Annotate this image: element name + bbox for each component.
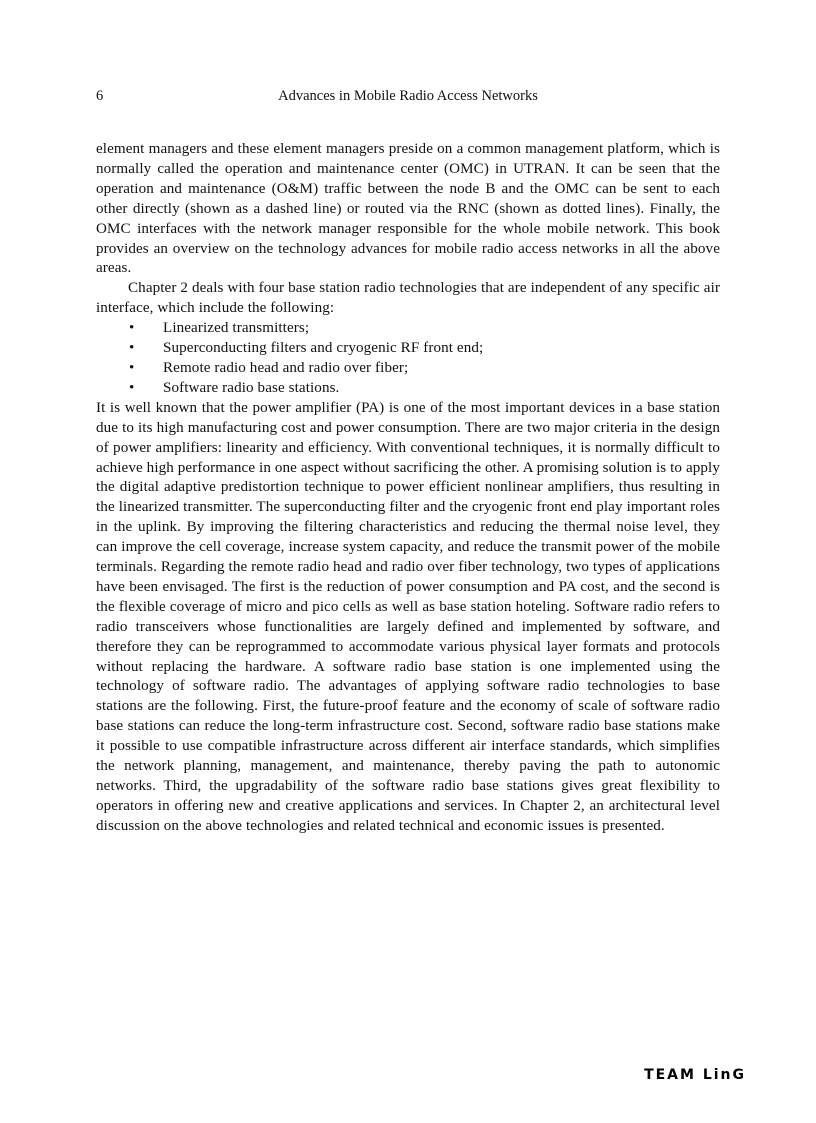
list-item — [96, 359, 720, 379]
bullet-icon: • — [129, 359, 135, 376]
list-item-text: Remote radio head and radio over fiber; — [163, 359, 409, 376]
list-item — [96, 339, 720, 359]
bullet-icon: • — [129, 379, 135, 396]
watermark-logo: TEAM LinG — [644, 1067, 746, 1083]
list-item — [96, 379, 720, 399]
list-item-text: Superconducting filters and cryogenic RF front end; — [163, 340, 484, 357]
running-title: Advances in Mobile Radio Access Networks — [278, 88, 538, 104]
list-item-text: Linearized transmitters; — [163, 320, 310, 337]
body-text — [96, 140, 720, 837]
paragraph: Chapter 2 deals with four base station radio technologies that are independent of any specific air interface, which include the following: — [96, 280, 720, 317]
list-item-text: Software radio base stations. — [163, 379, 340, 396]
bullet-icon: • — [129, 320, 135, 337]
paragraph: element managers and these element managers preside on a common management platform, which is normally called the operation and maintenance center (OMC) in UTRAN. It can be seen that the operation and maintenance (O&M) traffic between the node B and the OMC can be sent to each other directly (shown as a dashed line) or routed via the RNC (shown as dotted lines). Finally, the OMC interfaces with the network manager responsible for the whole mobile network. This book provides an overview on the technology advances for mobile radio access networks in all the above areas. — [96, 141, 720, 277]
bullet-icon: • — [129, 340, 135, 357]
paragraph: It is well known that the power amplifier (PA) is one of the most important devices in a base station due to its high manufacturing cost and power consumption. There are two major criteria in the design of power amplifiers: linearity and efficiency. With conventional techniques, it is normally difficult to achieve high performance in one aspect without sacrificing the other. A promising solution is to apply the digital adaptive predistortion technique to power efficient nonlinear amplifiers, thus resulting in the linearized transmitter. The superconducting filter and the cryogenic front end play important roles in the uplink. By improving the filtering characteristics and reducing the thermal noise level, they can improve the cell coverage, increase system capacity, and reduce the transmit power of the mobile terminals. Regarding the remote radio head and radio over fiber technology, two types of applications have been envisaged. The first is the reduction of power consumption and PA cost, and the second is the flexible coverage of micro and pico cells as well as base station hoteling. Software radio refers to radio transceivers whose functionalities are largely defined and implemented by software, and therefore they can be reprogrammed to accommodate various physical layer formats and protocols without replacing the hardware. A software radio base station is one implemented using the technology of software radio. The advantages of applying software radio technologies to base stations are the following. First, the future-proof feature and the economy of scale of software radio base stations can reduce the long-term infrastructure cost. Second, software radio base stations make it possible to use compatible infrastructure across different air interface standards, which simplifies the network planning, management, and maintenance, thereby paving the path to autonomic networks. Third, the upgradability of the software radio base stations gives great flexibility to operators in offering new and creative applications and services. In Chapter 2, an architectural level discussion on the above technologies and related technical and economic issues is presented. — [96, 399, 720, 834]
page-header — [96, 88, 720, 108]
page-number: 6 — [96, 88, 104, 104]
bullet-list — [96, 319, 720, 399]
list-item — [96, 319, 720, 339]
